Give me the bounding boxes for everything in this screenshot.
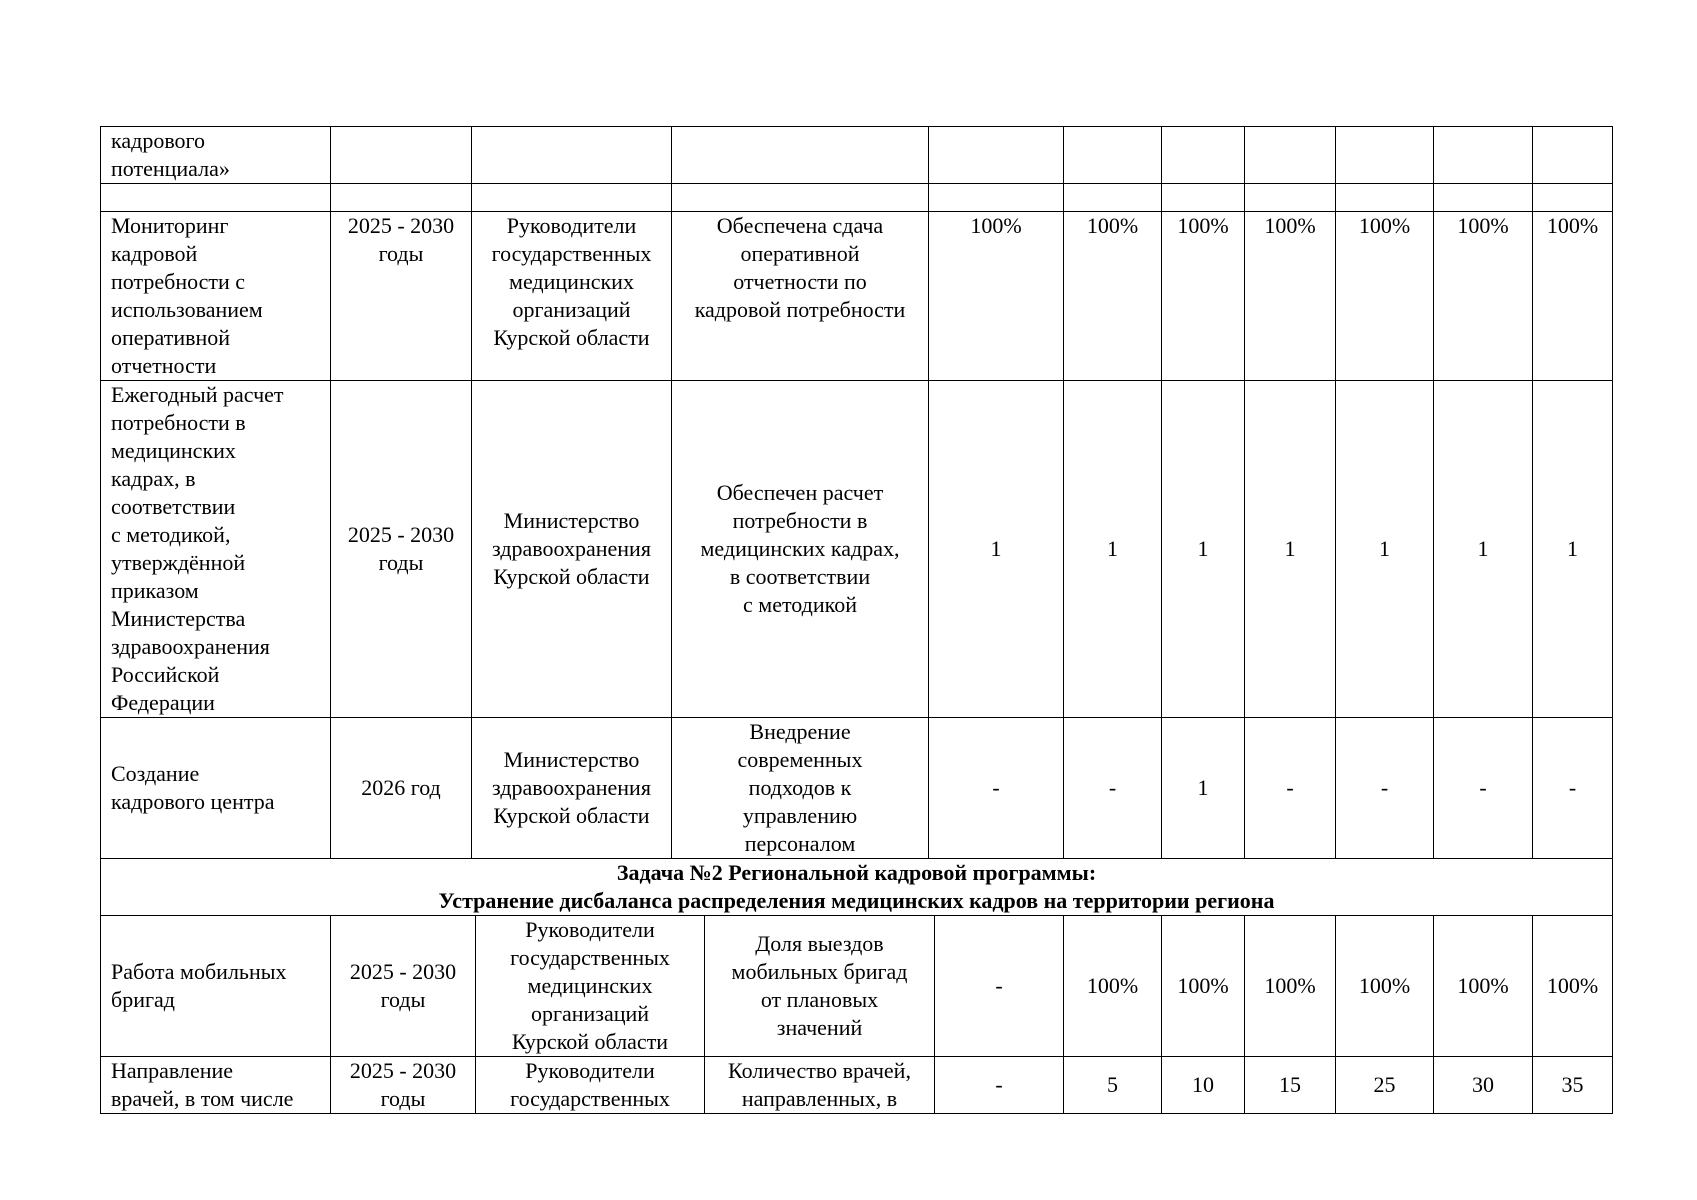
table-row — [101, 184, 1613, 212]
value-cell: 25 — [1336, 1056, 1434, 1113]
activity-cell: Работа мобильных бригад — [101, 915, 331, 1056]
value-cell: 1 — [929, 381, 1064, 718]
program-table — [100, 126, 1612, 1114]
activity-cell: Направление врачей, в том числе — [101, 1056, 331, 1113]
value-cell: 100% — [1064, 212, 1162, 381]
table-row — [101, 915, 1613, 1056]
table-row — [101, 1056, 1613, 1113]
period-cell: 2025 - 2030 годы — [331, 212, 472, 381]
responsible-cell: Министерство здравоохранения Курской области — [472, 381, 672, 718]
responsible-cell: Руководители государственных — [476, 1056, 705, 1113]
result-cell: Внедрение современных подходов к управлению персоналом — [672, 718, 929, 859]
value-cell: 1 — [1533, 381, 1613, 718]
value-cell: 100% — [1245, 915, 1336, 1056]
responsible-cell: Министерство здравоохранения Курской области — [472, 718, 672, 859]
period-cell: 2025 - 2030 годы — [331, 381, 472, 718]
value-cell: 30 — [1434, 1056, 1533, 1113]
value-cell: 5 — [1064, 1056, 1162, 1113]
value-cell: - — [929, 718, 1064, 859]
responsible-cell: Руководители государственных медицинских организаций Курской области — [472, 212, 672, 381]
value-cell: 15 — [1245, 1056, 1336, 1113]
activity-cell: Ежегодный расчет потребности в медицинских кадрах, в соответствии с методикой, утверждённой приказом Министерства здравоохранения Российской Федерации — [101, 381, 331, 718]
value-cell: 1 — [1336, 381, 1434, 718]
responsible-cell: Руководители государственных медицинских организаций Курской области — [476, 915, 705, 1056]
task-header-line1: Задача №2 Региональной кадровой программы: — [616, 860, 1097, 885]
task-header-line2: Устранение дисбаланса распределения медицинских кадров на территории региона — [438, 888, 1275, 913]
value-cell: 100% — [1162, 212, 1245, 381]
value-cell: - — [1336, 718, 1434, 859]
value-cell: 100% — [1064, 915, 1162, 1056]
value-cell: - — [935, 1056, 1064, 1113]
value-cell: 10 — [1162, 1056, 1245, 1113]
period-cell: 2026 год — [331, 718, 472, 859]
table-row — [101, 127, 1613, 184]
value-cell: 100% — [1336, 212, 1434, 381]
value-cell: - — [1533, 718, 1613, 859]
period-cell: 2025 - 2030 годы — [331, 915, 476, 1056]
value-cell: - — [1434, 718, 1533, 859]
activity-cell: Создание кадрового центра — [101, 718, 331, 859]
value-cell: - — [935, 915, 1064, 1056]
value-cell: 35 — [1533, 1056, 1613, 1113]
table-row — [101, 859, 1613, 916]
value-cell: 100% — [1434, 212, 1533, 381]
period-cell: 2025 - 2030 годы — [331, 1056, 476, 1113]
activity-cell: Мониторинг кадровой потребности с использованием оперативной отчетности — [101, 212, 331, 381]
task-header — [101, 859, 1613, 916]
result-cell: Обеспечена сдача оперативной отчетности по кадровой потребности — [672, 212, 929, 381]
result-cell: Обеспечен расчет потребности в медицинских кадрах, в соответствии с методикой — [672, 381, 929, 718]
value-cell: - — [1245, 718, 1336, 859]
value-cell: 1 — [1162, 381, 1245, 718]
table-row — [101, 381, 1613, 718]
table-row — [101, 212, 1613, 381]
activity-cell: кадрового потенциала» — [101, 127, 331, 184]
value-cell: 100% — [1245, 212, 1336, 381]
value-cell: 1 — [1064, 381, 1162, 718]
value-cell: - — [1064, 718, 1162, 859]
value-cell: 100% — [929, 212, 1064, 381]
value-cell: 100% — [1533, 212, 1613, 381]
value-cell: 100% — [1162, 915, 1245, 1056]
table-row — [101, 718, 1613, 859]
value-cell: 1 — [1434, 381, 1533, 718]
result-cell: Количество врачей, направленных, в — [705, 1056, 935, 1113]
value-cell: 100% — [1336, 915, 1434, 1056]
result-cell: Доля выездов мобильных бригад от плановых значений — [705, 915, 935, 1056]
value-cell: 1 — [1162, 718, 1245, 859]
value-cell: 100% — [1533, 915, 1613, 1056]
value-cell: 1 — [1245, 381, 1336, 718]
value-cell: 100% — [1434, 915, 1533, 1056]
